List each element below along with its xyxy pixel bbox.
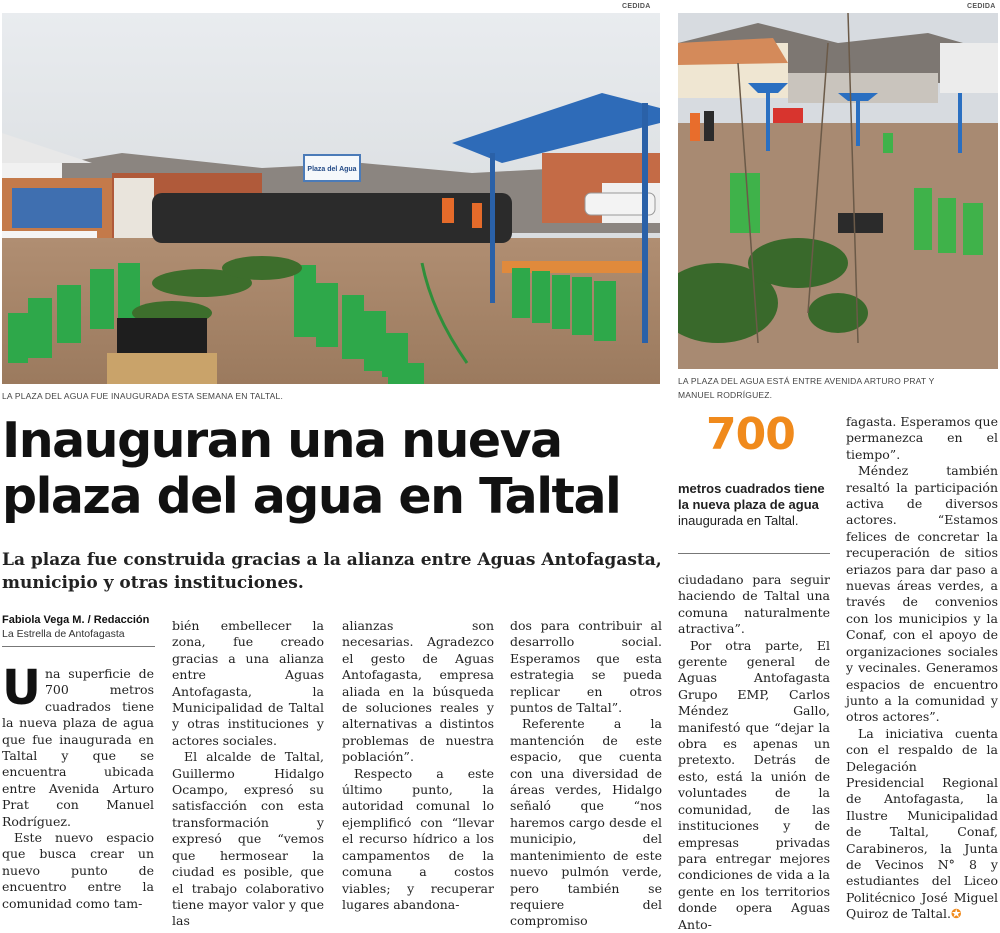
drop-cap: U — [2, 660, 41, 716]
paragraph: ciudadano para seguir haciendo de Taltal una comuna naturalmente atractiva”. — [678, 572, 830, 637]
paragraph: na superficie de 700 metros cuadrados tiene la nueva plaza de agua que fue inaugurada en Taltal y que se encuentra ubicada entre Avenida Arturo Prat con Manuel Rodríguez. — [2, 666, 154, 829]
paragraph-text: La iniciativa cuenta con el respaldo de la Delegación Presidencial Regional de Antofagasta, la Ilustre Municipalidad de Taltal, Conaf, Carabineros, la Junta de Vecinos N° 8 y estudiantes del Liceo Politécnico José Miguel Quiroz de Taltal. — [846, 725, 998, 922]
author-name: Fabiola Vega M. / Redacción — [2, 614, 150, 626]
end-of-article-icon: ✪ — [951, 906, 962, 922]
publication-name: La Estrella de Antofagasta — [2, 628, 125, 640]
article-column-1 — [2, 660, 154, 912]
article-column-2 — [172, 618, 324, 930]
photo-caption-right-line1: LA PLAZA DEL AGUA ESTÁ ENTRE AVENIDA ARTURO PRAT Y — [678, 376, 935, 386]
paragraph: fagasta. Esperamos que permanezca en el tiempo”. — [846, 414, 998, 462]
article-headline — [2, 413, 662, 525]
stat-number: 700 — [706, 409, 795, 460]
paragraph: Por otra parte, El gerente general de Aguas Antofagasta Grupo EMP, Carlos Méndez Gallo, manifestó que “dejar la obra es apenas un pretexto. Detrás de esto, está la unión de voluntades de la comunidad, de las instituciones y de empresas privadas para entregar mejores condiciones de vida a la gente en los territorios donde opera Aguas Anto- — [678, 637, 830, 932]
photo-credit-left: CEDIDA — [622, 3, 651, 10]
photo-caption-right-line2: MANUEL RODRÍGUEZ. — [678, 390, 773, 400]
paragraph: Referente a la mantención de este espacio, que cuenta con una diversidad de áreas verdes, Hidalgo señaló que “nos haremos cargo desde el municipio, del mantenimiento de este nuevo pulmón verde, pero también se requiere del compromiso — [510, 716, 662, 929]
article-column-6 — [846, 414, 998, 923]
headline-line-1: Inauguran una nueva — [2, 412, 562, 469]
plaza-sign-text: Plaza del Agua — [307, 166, 357, 173]
plaza-location-photo — [678, 13, 998, 369]
article-subhead: La plaza fue construida gracias a la alianza entre Aguas Antofagasta, municipio y otras instituciones. — [2, 550, 662, 593]
plaza-location-image — [678, 13, 998, 369]
paragraph: bién embellecer la zona, fue creado gracias a una alianza entre Aguas Antofagasta, la Municipalidad de Taltal y otras instituciones y actores sociales. — [172, 618, 324, 748]
plaza-inauguration-image — [2, 13, 660, 384]
stat-description-bold: metros cuadrados tiene la nueva plaza de agua — [678, 481, 825, 512]
plaza-inauguration-photo — [2, 13, 660, 384]
stat-divider — [678, 553, 830, 554]
paragraph: alianzas son necesarias. Agradezco el gesto de Aguas Antofagasta, empresa aliada en la búsqueda de soluciones reales y alternativas a distintos problemas de nuestra población”. — [342, 618, 494, 765]
paragraph: dos para contribuir al desarrollo social. Esperamos que esta estrategia se pueda replicar en otros puntos de Taltal”. — [510, 618, 662, 716]
article-column-4 — [510, 618, 662, 930]
article-column-3 — [342, 618, 494, 913]
article-column-5 — [678, 572, 830, 933]
photo-caption-right — [678, 374, 978, 402]
paragraph: Respecto a este último punto, la autoridad comunal lo ejemplificó con “llevar el recurso hídrico a los campamentos de la comuna a costos viables; y recuperar lugares abandona- — [342, 765, 494, 912]
byline-divider — [2, 646, 155, 647]
paragraph — [846, 726, 998, 923]
paragraph: Méndez también resaltó la participación activa de diversos actores. “Estamos felices de concretar la recuperación de sitios eriazos para dar paso a nuevas áreas verdes, a través de convenios con los municipios y la Conaf, con el apoyo de organizaciones sociales y vecinales. Generamos espacios de encuentro junto a la comunidad y otros actores”. — [846, 463, 998, 725]
headline-line-2: plaza del agua en Taltal — [2, 468, 621, 525]
photo-caption-left: LA PLAZA DEL AGUA FUE INAUGURADA ESTA SEMANA EN TALTAL. — [2, 391, 284, 401]
stat-description — [678, 481, 826, 529]
paragraph: Este nuevo espacio que busca crear un nuevo punto de encuentro entre la comunidad como tam- — [2, 830, 154, 911]
paragraph: El alcalde de Taltal, Guillermo Hidalgo Ocampo, expresó su satisfacción con esta transformación y expresó que “vemos que hermosear la ciudad es posible, que el trabajo colaborativo tiene mayor valor y que las — [172, 749, 324, 929]
stat-description-regular: inaugurada en Taltal. — [678, 513, 799, 528]
photo-credit-right: CEDIDA — [967, 3, 996, 10]
